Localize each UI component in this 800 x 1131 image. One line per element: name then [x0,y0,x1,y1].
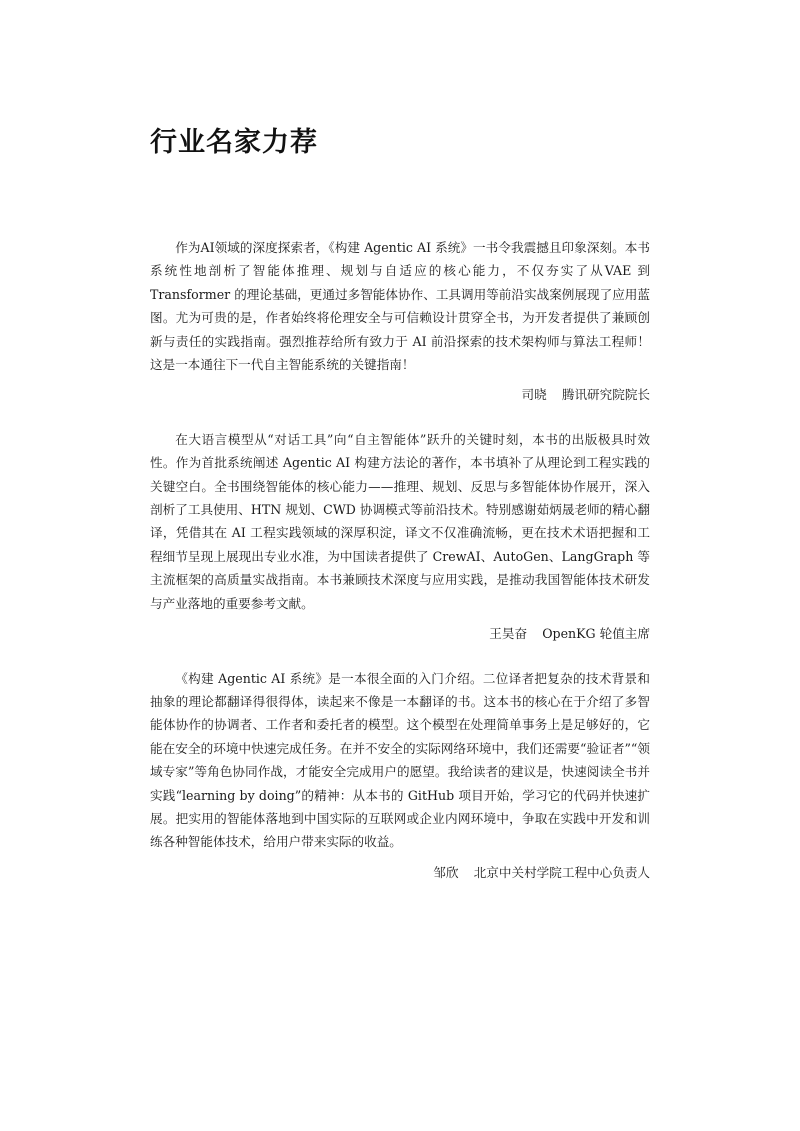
recommendation-attribution [150,383,650,406]
recommendation-attribution [150,861,650,884]
page-title: 行业名家力荐 [150,127,318,158]
recommender-name: 邹欣 [433,864,459,880]
recommendation-paragraph: 《构建 Agentic AI 系统》是一本很全面的入门介绍。二位译者把复杂的技术背景和抽象的理论都翻译得很得体，读起来不像是一本翻译的书。这本书的核心在于介绍了多智能体协作的协调者、工作者和委托者的模型。这个模型在处理简单事务上是足够好的，它能在安全的环境中快速完成任务。在并不安全的实际网络环境中，我们还需要“验证者”“领域专家”等角色协同作战，才能安全完成用户的愿望。我给读者的建议是，快速阅读全书并实践“learning by doing”的精神：从本书的 GitHub 项目开始，学习它的代码并快速扩展。把实用的智能体落地到中国实际的互联网或企业内网环境中，争取在实践中开发和训练各种智能体技术，给用户带来实际的收益。 [150,670,650,850]
recommender-title: 腾讯研究院院长 [561,387,650,403]
recommendation-si-xiao [150,236,650,407]
recommender-title: 北京中关村学院工程中心负责人 [473,864,650,880]
recommendation-paragraph: 在大语言模型从“对话工具”向“自主智能体”跃升的关键时刻，本书的出版极具时效性。作为首批系统阐述 Agentic AI 构建方法论的著作，本书填补了从理论到工程实践的关键空白。全书围绕智能体的核心能力——推理、规划、反思与多智能体协作展开，深入剖析了工具使用、HTN 规划、CWD 协调模式等前沿技术。特别感谢茹炳晟老师的精心翻译，凭借其在 AI 工程实践领域的深厚积淀，译文不仅准确流畅，更在技术术语把握和工程细节呈现上展现出专业水准，为中国读者提供了 CrewAI、AutoGen、LangGraph 等主流框架的高质量实战指南。本书兼顾技术深度与应用实践，是推动我国智能体技术研发与产业落地的重要参考文献。 [150,431,650,611]
recommender-name: 司晓 [521,387,547,403]
recommendations-list [150,236,650,905]
recommendation-attribution [150,622,650,645]
recommendation-zou-xin [150,667,650,885]
recommendation-paragraph: 作为AI领域的深度探索者，《构建 Agentic AI 系统》一书令我震撼且印象深刻。本书系统性地剖析了智能体推理、规划与自适应的核心能力，不仅夯实了从VAE 到 Transformer 的理论基础，更通过多智能体协作、工具调用等前沿实战案例展现了应用蓝图。尤为可贵的是，作者始终将伦理安全与可信赖设计贯穿全书，为开发者提供了兼顾创新与责任的实践指南。强烈推荐给所有致力于 AI 前沿探索的技术架构师与算法工程师！这是一本通往下一代自主智能系统的关键指南！ [150,240,650,373]
recommender-title: OpenKG 轮值主席 [542,626,650,642]
recommendation-wang-haofen [150,428,650,646]
recommender-name: 王昊奋 [489,626,528,642]
